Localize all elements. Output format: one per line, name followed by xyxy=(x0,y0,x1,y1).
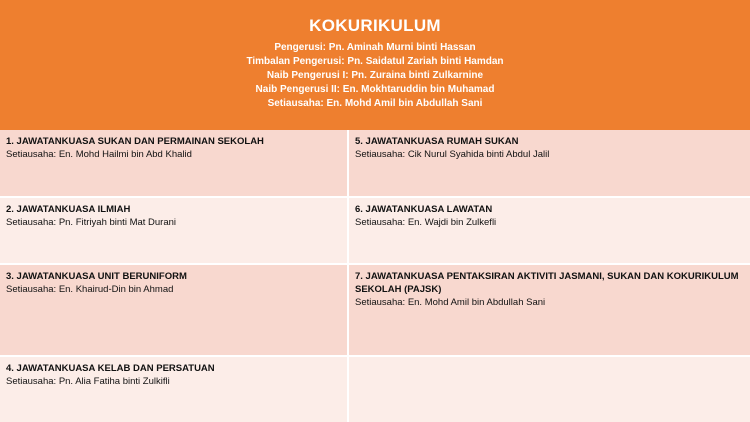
vice-chairman-2-line: Naib Pengerusi II: En. Mokhtaruddin bin Muhamad xyxy=(255,84,495,95)
committee-name: 2. JAWATANKUASA ILMIAH xyxy=(6,204,131,215)
committee-cell-3 xyxy=(0,265,347,355)
committee-secretary: Setiausaha: En. Mohd Amil bin Abdullah Sani xyxy=(355,297,546,308)
committee-secretary: Setiausaha: En. Khairud-Din bin Ahmad xyxy=(6,284,174,295)
committee-secretary: Setiausaha: En. Wajdi bin Zulkefli xyxy=(355,217,497,228)
committee-name: 7. JAWATANKUASA PENTAKSIRAN AKTIVITI JASMANI, SUKAN DAN KOKURIKULUM SEKOLAH (PAJSK) xyxy=(355,271,739,295)
committee-cell-1 xyxy=(0,130,347,196)
committee-secretary: Setiausaha: En. Mohd Hailmi bin Abd Khalid xyxy=(6,149,192,160)
committee-name: 4. JAWATANKUASA KELAB DAN PERSATUAN xyxy=(6,363,215,374)
deputy-chairman-line: Timbalan Pengerusi: Pn. Saidatul Zariah binti Hamdan xyxy=(246,56,504,67)
committee-name: 6. JAWATANKUASA LAWATAN xyxy=(355,204,493,215)
committee-secretary: Setiausaha: Pn. Fitriyah binti Mat Durani xyxy=(6,217,177,228)
page-title: KOKURIKULUM xyxy=(309,16,441,35)
committee-name: 1. JAWATANKUASA SUKAN DAN PERMAINAN SEKOLAH xyxy=(6,136,264,147)
committee-cell-5 xyxy=(349,130,750,196)
committee-name: 5. JAWATANKUASA RUMAH SUKAN xyxy=(355,136,519,147)
committee-cell-2 xyxy=(0,198,347,263)
committee-cell-7 xyxy=(349,265,750,355)
committee-cell-empty xyxy=(349,357,750,422)
vice-chairman-1-line: Naib Pengerusi I: Pn. Zuraina binti Zulkarnine xyxy=(266,70,484,81)
committee-secretary: Setiausaha: Cik Nurul Syahida binti Abdul Jalil xyxy=(355,149,550,160)
committee-secretary: Setiausaha: Pn. Alia Fatiha binti Zulkifli xyxy=(6,376,170,387)
header-banner xyxy=(0,0,750,130)
committee-name: 3. JAWATANKUASA UNIT BERUNIFORM xyxy=(6,271,187,282)
committee-cell-4 xyxy=(0,357,347,422)
secretary-line: Setiausaha: En. Mohd Amil bin Abdullah Sani xyxy=(267,98,483,109)
chairman-line: Pengerusi: Pn. Aminah Murni binti Hassan xyxy=(274,42,476,53)
committee-cell-6 xyxy=(349,198,750,263)
committee-table xyxy=(0,130,750,422)
